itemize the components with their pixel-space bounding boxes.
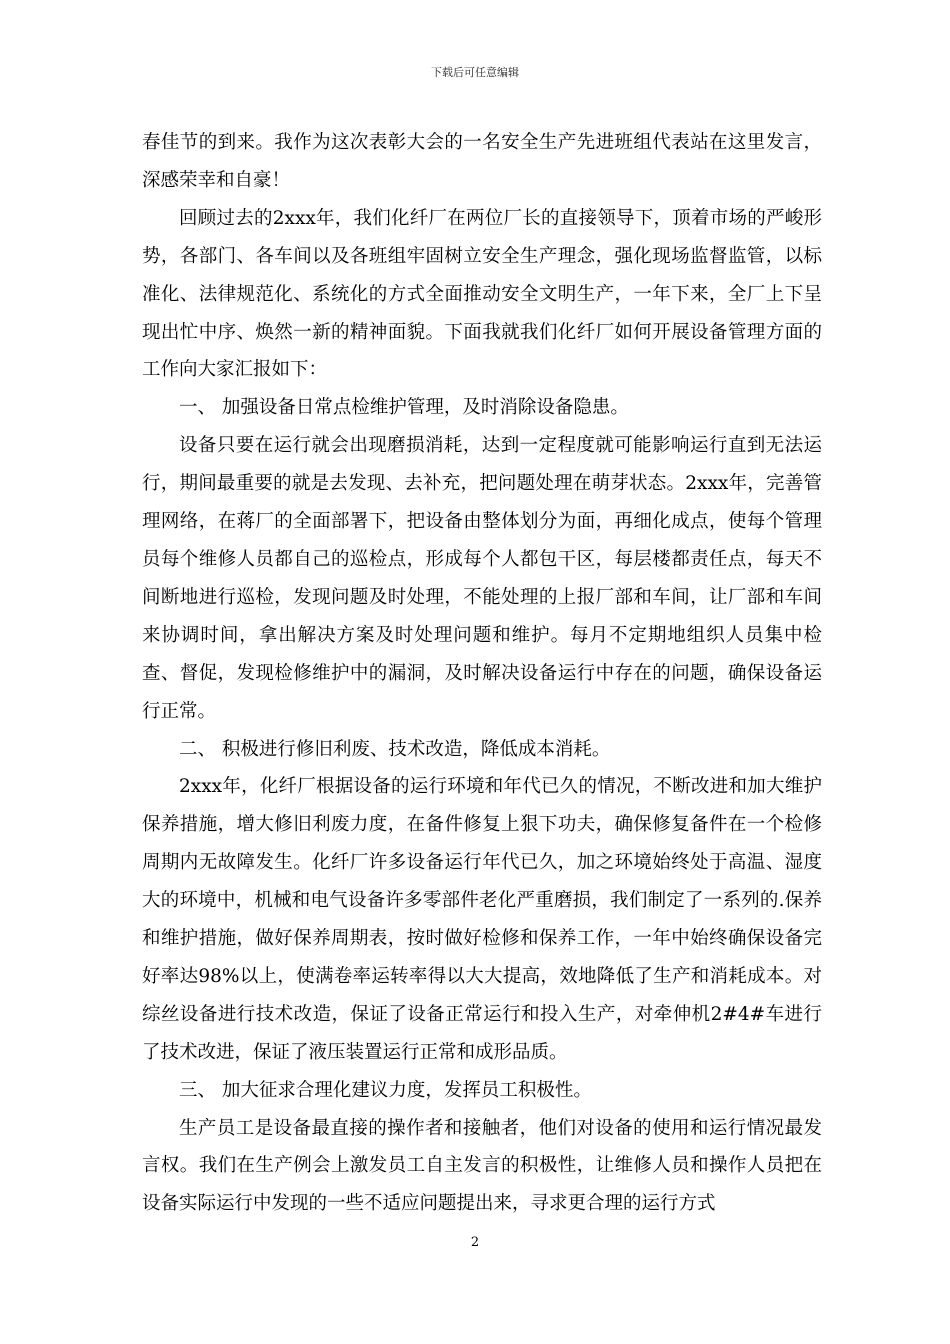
paragraph: 设备只要在运行就会出现磨损消耗，达到一定程度就可能影响运行直到无法运行，期间最重要的就是去发现、去补充，把问题处理在萌芽状态。2xxx年，完善管理网络，在蒋厂的全面部署下，把设备由整体划分为面，再细化成点，使每个管理员每个维修人员都自己的巡检点，形成每个人都包干区，每层楼都责任点，每天不间断地进行巡检，发现问题及时处理，不能处理的上报厂部和车间，让厂部和车间来协调时间，拿出解决方案及时处理问题和维护。每月不定期地组织人员集中检查、督促，发现检修维护中的漏洞，及时解决设备运行中存在的问题，确保设备运行正常。 [142, 435, 822, 722]
document-body [142, 124, 822, 1223]
paragraph: 生产员工是设备最直接的操作者和接触者，他们对设备的使用和运行情况最发言权。我们在生产例会上激发员工自主发言的积极性，让维修人员和操作人员把在设备实际运行中发现的一些不适应问题提出来，寻求更合理的运行方式 [142, 1117, 822, 1215]
section-heading: 二、 积极进行修旧利废、技术改造，降低成本消耗。 [179, 738, 611, 760]
page-header: 下载后可任意编辑 [431, 66, 519, 79]
section-heading: 三、 加大征求合理化建议力度，发挥员工积极性。 [179, 1079, 592, 1101]
paragraph: 2xxx年，化纤厂根据设备的运行环境和年代已久的情况，不断改进和加大维护保养措施，增大修旧利废力度，在备件修复上狠下功夫，确保修复备件在一个检修周期内无故障发生。化纤厂许多设备运行年代已久，加之环境始终处于高温、湿度大的环境中，机械和电气设备许多零部件老化严重磨损，我们制定了一系列的.保养和维护措施，做好保养周期表，按时做好检修和保养工作，一年中始终确保设备完好率达98%以上，使满卷率运转率得以大大提高，效地降低了生产和消耗成本。对综丝设备进行技术改造，保证了设备正常运行和投入生产，对牵伸机2#4#车进行了技术改进，保证了液压装置运行正常和成形品质。 [142, 776, 822, 1063]
page-number: 2 [470, 1235, 480, 1250]
paragraph: 春佳节的到来。我作为这次表彰大会的一名安全生产先进班组代表站在这里发言，深感荣幸和自豪！ [142, 132, 822, 191]
section-heading: 一、 加强设备日常点检维护管理，及时消除设备隐患。 [179, 397, 629, 419]
paragraph: 回顾过去的2xxx年，我们化纤厂在两位厂长的直接领导下，顶着市场的严峻形势，各部门、各车间以及各班组牢固树立安全生产理念，强化现场监督监管，以标准化、法律规范化、系统化的方式全面推动安全文明生产，一年下来，全厂上下呈现出忙中序、焕然一新的精神面貌。下面我就我们化纤厂如何开展设备管理方面的工作向大家汇报如下： [142, 207, 822, 381]
